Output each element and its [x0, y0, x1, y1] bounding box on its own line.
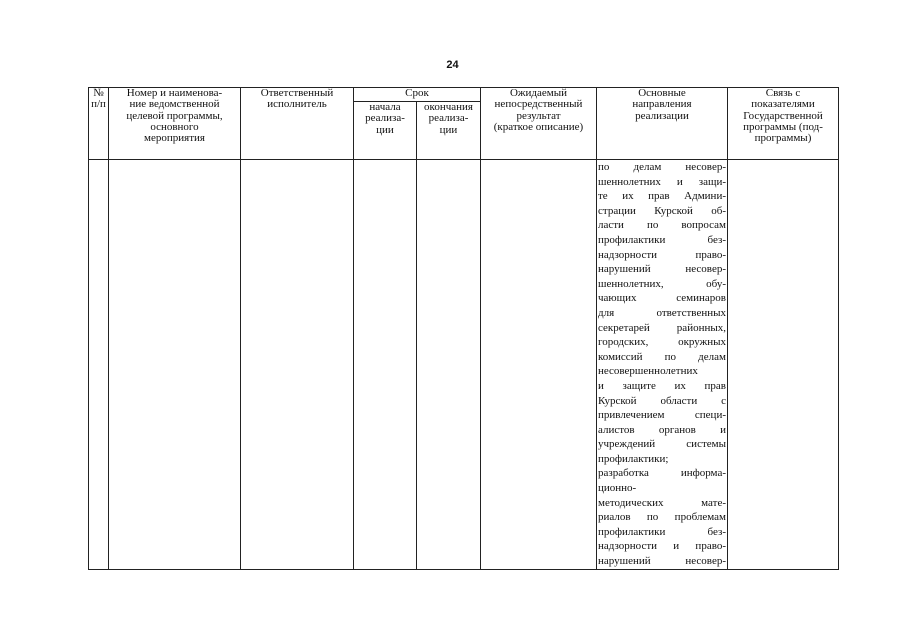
directions-line: комиссий по делам — [598, 350, 726, 363]
header-directions: Основные направления реализации — [597, 88, 728, 160]
page-number: 24 — [446, 59, 459, 71]
directions-line: привлечением специ- — [598, 409, 726, 422]
header-result: Ожидаемый непосредственный результат (краткое описание) — [481, 88, 597, 160]
directions-line: разработка информа- — [598, 467, 726, 480]
cell-term-end — [417, 160, 481, 570]
directions-line: по делам несовер- — [598, 161, 726, 173]
directions-line: учреждений системы — [598, 438, 726, 451]
directions-line: ласти по вопросам — [598, 219, 726, 232]
directions-line: профилактики; — [598, 452, 669, 465]
header-term-start: начала реализа- ции — [354, 102, 417, 160]
directions-line: ционно- — [598, 482, 637, 495]
directions-line: Курской области с — [598, 394, 726, 407]
directions-line: секретарей районных, — [598, 321, 726, 334]
cell-result — [481, 160, 597, 570]
header-executor: Ответственный исполнитель — [241, 88, 354, 160]
header-term-end: окончания реализа- ции — [417, 102, 481, 160]
directions-line: риалов по проблемам — [598, 511, 726, 524]
directions-line: для ответственных — [598, 306, 726, 319]
header-num: № п/п — [89, 88, 109, 160]
directions-line: несовершеннолетних — [598, 365, 698, 378]
directions-line: шеннолетних и защи- — [598, 175, 726, 188]
cell-directions — [597, 160, 728, 570]
table-row — [89, 160, 839, 570]
directions-line: городских, окружных — [598, 336, 726, 349]
directions-line: профилактики без- — [598, 233, 726, 246]
directions-line: надзорности право- — [598, 248, 726, 261]
header-link: Связь с показателями Государственной программы (под- программы) — [728, 88, 839, 160]
directions-line: страции Курской об- — [598, 204, 726, 217]
directions-line: методических мате- — [598, 496, 726, 509]
cell-num — [89, 160, 109, 570]
directions-line: нарушений несовер- — [598, 263, 726, 276]
header-term: Срок — [354, 88, 481, 102]
cell-term-start — [354, 160, 417, 570]
directions-line: надзорности и право- — [598, 540, 726, 553]
directions-line: профилактики без- — [598, 525, 726, 538]
directions-line: чающих семинаров — [598, 292, 726, 305]
cell-program — [109, 160, 241, 570]
cell-executor — [241, 160, 354, 570]
directions-line: те их прав Админи- — [598, 190, 726, 203]
cell-link — [728, 160, 839, 570]
program-table — [88, 87, 839, 570]
directions-line: и защите их прав — [598, 379, 726, 392]
directions-line: алистов органов и — [598, 423, 726, 436]
directions-line: шеннолетних, обу- — [598, 277, 726, 290]
header-program: Номер и наименова- ние ведомственной целевой программы, основного мероприятия — [109, 88, 241, 160]
directions-line: нарушений несовер- — [598, 555, 726, 568]
